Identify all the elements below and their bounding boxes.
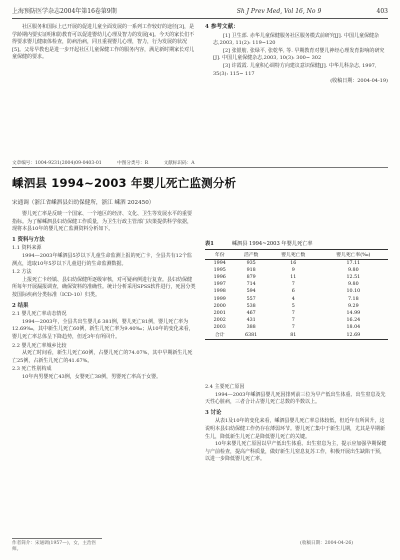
intro-paragraph: 婴儿死亡率是反映一个国家、一个地区的经济、文化、卫生等发展水平的重要指标。为了解嵊泗县妇幼保健工作质量，为卫生行政主管部门决策提供科学依据，现将本县10年的婴儿死亡监测资料分析如下。 (12, 211, 193, 233)
table-row (205, 318, 388, 325)
table-cell: 557 (246, 296, 256, 302)
table-cell: 16.24 (346, 318, 361, 324)
references (205, 24, 388, 86)
author-note: 作者简介：宋通调(1957—)，女，主治医师。 (12, 538, 102, 552)
section-heading: 1 资料与方法 (12, 236, 45, 243)
table-cell: 2001 (213, 310, 226, 316)
reference-item: [1] 卫生部. 赤华儿童保健服务社区服务模式前研究[J]. 中国儿童保健杂志,2003, 11(2): 119~120 (213, 32, 379, 47)
subsection-heading: 2.3 死亡性别构成 (12, 366, 52, 373)
table-cell: 388 (246, 325, 256, 331)
table-cell: 17.11 (346, 260, 361, 266)
table-cell: 594 (246, 289, 256, 295)
body-paragraph: 从死亡时间看，新生儿死亡60例，占婴儿死亡的74.07%，其中早期新生儿死亡25例，占新生儿死亡的41.67%。 (12, 350, 193, 364)
table-row (205, 267, 388, 274)
article-body-left (12, 211, 196, 381)
table-cell: 879 (246, 274, 256, 280)
table-cell: 538 (246, 303, 256, 309)
table-row (205, 282, 388, 289)
table-cell: 10.10 (346, 289, 361, 295)
references-title: 4 参考文献： (205, 24, 239, 30)
table-cell: 1999 (213, 296, 226, 302)
table-cell: 2000 (213, 303, 226, 309)
table-row (205, 274, 388, 281)
body-paragraph: 上报死亡卡经镇、县妇幼保健所逐级审核，对可疑病例进行复查。县妇幼保健所每年开展漏报调查，确保资料的准确性。统计分析采用SPSS软件进行，死因分类按国际疾病分类标准（ICD-10）归类。 (12, 276, 196, 298)
table-cell: 18.04 (346, 325, 361, 331)
article-meta (12, 160, 388, 168)
body-paragraph: 1994—2003年嵊泗县5岁以下儿童生命监测上报的死亡卡，全县共有12个监测点，选取10年5岁以下儿童进行的生命监测数据。 (12, 252, 192, 267)
table-caption (205, 240, 388, 247)
table-row (205, 260, 388, 268)
received-date: (收稿日期：2004-04-26) (300, 541, 354, 546)
table-1 (205, 240, 388, 340)
table-cell: 4 (291, 296, 295, 302)
table-cell: 7 (291, 310, 295, 316)
running-header (12, 6, 388, 19)
table-cell: 7 (291, 282, 295, 288)
table-cell: 7 (291, 325, 295, 331)
subsection-heading: 2.1 婴儿死亡率动态情况 (12, 311, 67, 318)
table-cell: 467 (246, 310, 256, 316)
table-cell: 81 (290, 332, 297, 338)
document-code: 文献标识码：A (163, 161, 195, 166)
article-body-right (205, 383, 388, 464)
table-cell: 7 (291, 318, 295, 324)
table-cell: 714 (246, 282, 256, 288)
table-cell: 2003 (213, 325, 226, 331)
table-cell: 合计 (214, 332, 225, 338)
table-cell: 1997 (213, 282, 226, 288)
table-cell: 1994 (213, 260, 226, 266)
table-row (205, 325, 388, 332)
subsection-heading: 1.2 方法 (12, 269, 32, 276)
table-cell: 935 (246, 260, 256, 266)
table-cell: 12.51 (346, 274, 361, 280)
body-paragraph: 10年内男婴死亡43例，女婴死亡38例，男婴死亡率高于女婴。 (22, 373, 162, 380)
page-number: 403 (376, 8, 388, 15)
header-births: 活产数 (243, 253, 259, 258)
table-cell: 9.80 (347, 282, 359, 288)
prev-article-paragraph: 社区服务和国际上已开展的促进儿童全面发展的一系列工作较好的途径[3]，是学龄期内要实证明和防教育可以促进婴幼儿心理及智力的发展[4]。今天的家长们不得要求婴儿健康体检查，防病治病，同且重视婴儿心理，智力，行为发展的状况[5]。父母早教也是进一步开起社区儿童保健工作的服务内容，满足新时期家长对儿童保健的要求。 (12, 24, 195, 61)
table-row (205, 289, 388, 296)
body-paragraph: 1994—2003年，全县共出生婴儿6 381例，婴儿死亡81例，婴儿死亡率为12.69‰，其中新生儿死亡60例，新生儿死亡率为9.40‰；从10年的变化来看，婴儿死亡率总体呈下降趋势，但近3年有所回升。 (12, 318, 194, 340)
clc-number: 中图分类号：R (117, 161, 149, 166)
table-cell: 9 (291, 267, 295, 273)
table-cell: 6 (291, 289, 295, 295)
body-paragraph: 1994—2003年嵊泗县婴儿死因排列前三位为早产低出生体重、出生窒息及先天性心脏病，三者合计占婴儿死亡总数的半数以上。 (205, 391, 386, 406)
table-row (205, 332, 388, 340)
table-cell: 918 (246, 267, 256, 273)
mortality-table (205, 249, 388, 340)
subsection-heading: 2.2 婴儿死亡率城乡比较 (12, 342, 67, 349)
header-rate: 婴儿死亡率(‰) (336, 253, 371, 258)
reference-item: [3] 许霞霞. 儿童积心调特方向建议意识保健[J]. 中华儿科杂志, 1997, 35(3): 115~ 117 (213, 62, 377, 77)
table-cell: 1996 (213, 274, 226, 280)
table-label: 表1 (205, 241, 214, 247)
body-paragraph: 10年来婴儿死亡原因以早产低出生体重、出生窒息为主，提示应加强孕期保健与产前检查，提高产科质量，做好新生儿窒息复苏工作，积极开展出生缺陷干预，以进一步降低婴儿死亡率。 (205, 441, 387, 463)
table-row (205, 303, 388, 310)
body-paragraph: 从表1及10年的变化来看，嵊泗县婴儿死亡率总体较低，但近年有所回升，这说明本县妇幼保健工作仍存在薄弱环节。婴儿死亡集中于新生儿期，尤其是早期新生儿，降低新生儿死亡是降低婴儿死亡的关键。 (205, 418, 386, 440)
journal-name: 上海预防医学杂志2004年第16卷第9期 (12, 8, 117, 15)
table-cell: 16 (290, 260, 297, 266)
references-received: (收稿日期：2004-04-19) (330, 78, 388, 85)
table-header-row (205, 250, 388, 260)
article-number: 文章编号：1004-9231(2004)09-0403-01 (12, 161, 102, 166)
article-title: 嵊泗县 1994~2003 年婴儿死亡监测分析 (12, 176, 237, 190)
table-cell: 7.18 (347, 296, 359, 302)
table-cell: 14.99 (346, 310, 361, 316)
table-cell: 9.80 (347, 267, 359, 273)
table-cell: 2002 (213, 318, 226, 324)
table-row (205, 296, 388, 303)
prev-article-text (12, 24, 196, 62)
table-cell: 6381 (245, 332, 258, 338)
table-cell: 1995 (213, 267, 226, 273)
reference-item: [2] 张银舫, 张绿平, 张乾华, 等. 早期教育对婴儿神经心理发育影响的研究[J]. 中国儿童保健杂志,2003, 10(3): 300~ 302 (213, 47, 385, 62)
header-deaths: 婴儿死亡数 (281, 253, 306, 258)
journal-name-en: Sh J Prev Med, Vol 16, No 9 (236, 8, 322, 15)
section-heading: 2 结果 (12, 302, 29, 309)
article-authors: 宋通调（浙江省嵊泗县妇幼保健所，浙江 嵊泗 202450） (12, 200, 155, 206)
table-cell: 12.69 (346, 332, 361, 338)
table-cell: 1998 (213, 289, 226, 295)
subsection-heading: 1.1 资料来源 (12, 245, 42, 252)
table-cell: 11 (290, 274, 297, 280)
subsection-heading: 2.4 主要死亡原因 (205, 384, 245, 390)
table-cell: 431 (246, 318, 256, 324)
section-heading: 3 讨论 (205, 409, 222, 416)
header-year: 年份 (214, 253, 225, 258)
table-title: 嵊泗县 1994~2003 年婴儿死亡率 (231, 241, 313, 247)
table-cell: 9.29 (347, 303, 359, 309)
table-cell: 5 (291, 303, 295, 309)
table-row (205, 310, 388, 317)
